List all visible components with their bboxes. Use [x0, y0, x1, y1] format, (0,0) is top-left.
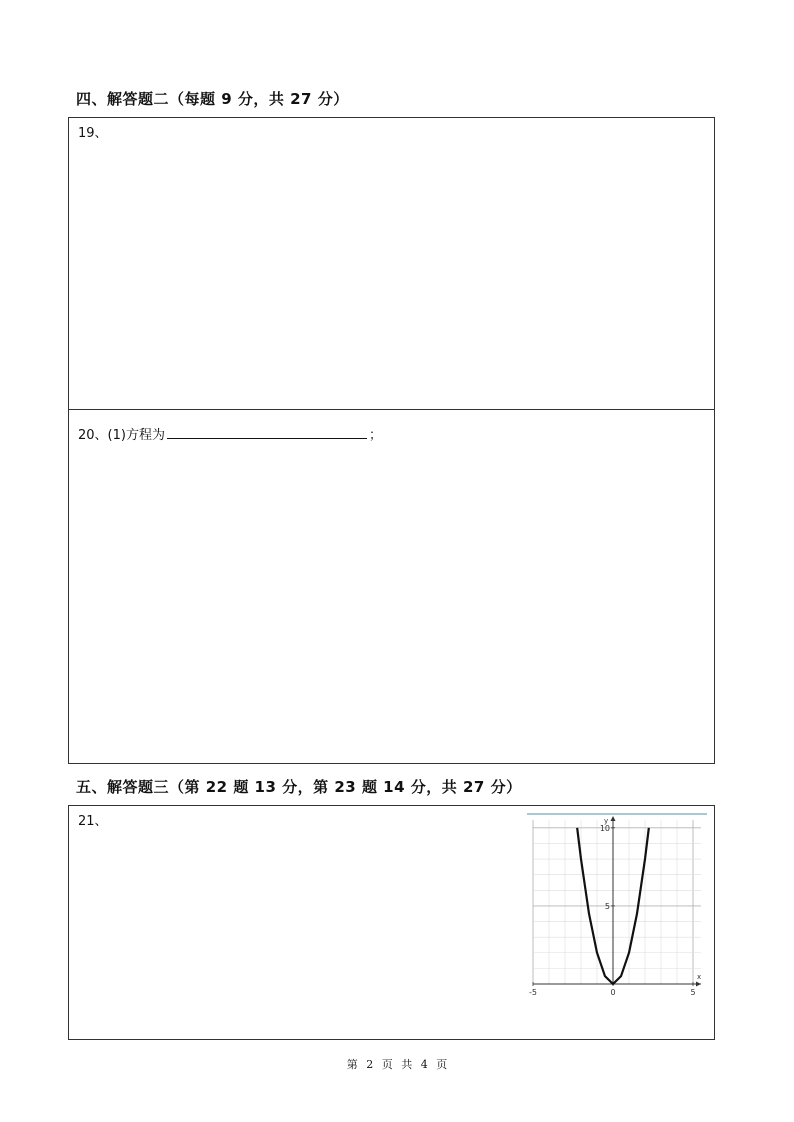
y-tick-label: 5 — [604, 901, 610, 911]
x-axis-arrow — [696, 982, 701, 987]
question-20-label: 20、(1)方程为 — [78, 428, 165, 443]
section-4-title: 四、解答题二（每题 9 分，共 27 分） — [76, 90, 349, 108]
section-5-title: 五、解答题三（第 22 题 13 分，第 23 题 14 分，共 27 分） — [76, 778, 522, 796]
question-19-label: 19、 — [78, 126, 108, 141]
x-tick-label: -5 — [529, 988, 537, 997]
question-20-line — [78, 424, 382, 443]
x-tick-label: 0 — [610, 988, 616, 997]
footer-text: 页 — [381, 1058, 393, 1071]
y-tick-label: 10 — [599, 823, 610, 833]
page-number: 2 — [366, 1058, 374, 1071]
graph-ticks — [529, 824, 696, 997]
x-tick-label: 5 — [690, 988, 696, 997]
footer-text: 页 — [436, 1058, 448, 1071]
question-20-end: ； — [368, 428, 382, 443]
footer-text: 第 — [346, 1058, 358, 1071]
y-axis-label: y — [604, 817, 609, 825]
equation-blank[interactable] — [167, 424, 367, 439]
y-axis-arrow — [611, 816, 616, 821]
answer-box-20[interactable] — [68, 409, 715, 764]
question-21-label: 21、 — [78, 814, 108, 829]
parabola-graph — [525, 812, 707, 1002]
answer-box-19[interactable] — [68, 117, 715, 410]
total-pages: 4 — [420, 1058, 428, 1071]
graph-grid — [533, 820, 701, 984]
page-footer — [0, 1056, 794, 1072]
footer-text: 共 — [401, 1058, 413, 1071]
x-axis-label: x — [697, 973, 702, 981]
